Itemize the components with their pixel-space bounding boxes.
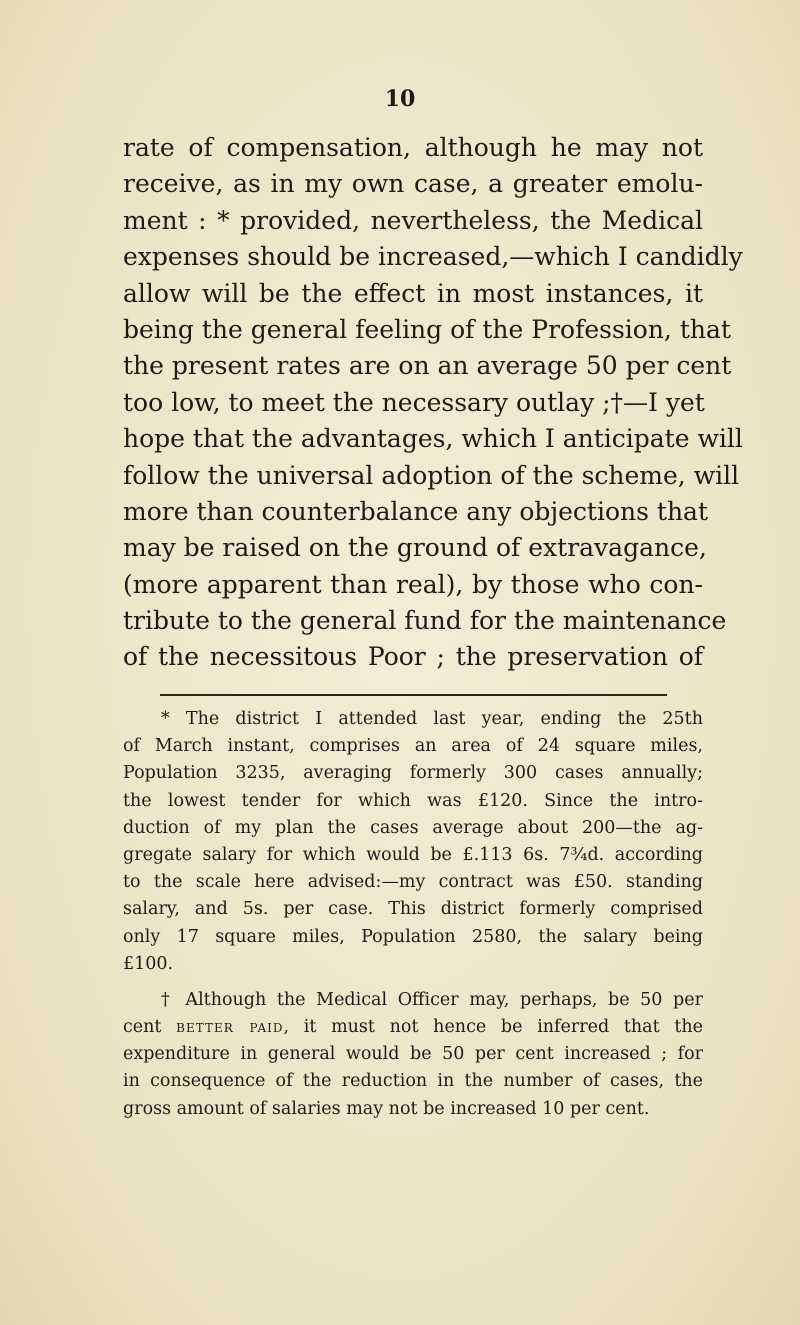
body-line: rate of compensation, although he may not xyxy=(123,133,703,162)
footnote-line: duction of my plan the cases average about 200—the ag- xyxy=(123,817,703,838)
footnote-line xyxy=(123,1014,703,1041)
footnotes xyxy=(123,706,703,1123)
body-line: too low, to meet the necessary outlay ;†—I yet xyxy=(123,387,705,417)
footnote-line: expenditure in general would be 50 per cent increased ; for xyxy=(123,1044,703,1065)
footnote-district xyxy=(123,706,703,978)
body-line: (more apparent than real), by those who con- xyxy=(123,569,703,599)
footnote-divider xyxy=(160,694,667,696)
footnote-line: * The district I attended last year, ending the 25th xyxy=(161,709,703,729)
body-text xyxy=(123,130,743,676)
body-line: follow the universal adoption of the scheme, will xyxy=(123,460,740,490)
body-line: being the general feeling of the Profession, that xyxy=(123,314,731,344)
body-line: ment : * provided, nevertheless, the Medical xyxy=(123,205,703,235)
body-line: of the necessitous Poor ; the preservation of xyxy=(123,642,703,672)
footnote-line: in consequence of the reduction in the number of cases, the xyxy=(123,1071,703,1092)
body-line: allow will be the effect in most instances, it xyxy=(123,278,703,308)
footnote-line: the lowest tender for which was £120. Since the intro- xyxy=(123,790,703,811)
body-line: more than counterbalance any objections that xyxy=(123,496,708,526)
body-line: the present rates are on an average 50 per cent xyxy=(123,351,732,381)
body-line: receive, as in my own case, a greater emolu- xyxy=(123,169,703,199)
footnote-line: only 17 square miles, Population 2580, the salary being xyxy=(123,926,703,947)
footnote-line: † Although the Medical Officer may, perhaps, be 50 per xyxy=(161,989,703,1010)
small-caps-emphasis: better paid xyxy=(176,1017,284,1038)
footnote-text: cent xyxy=(123,1017,177,1038)
footnote-text: , it must not hence be inferred that the xyxy=(283,1017,704,1038)
footnote-line: of March instant, comprises an area of 24 square miles, xyxy=(123,736,703,757)
body-line: hope that the advantages, which I anticipate will xyxy=(123,424,743,454)
footnote-line: gregate salary for which would be £.113 6s. 7¾d. according xyxy=(123,844,703,865)
footnote-line: Population 3235, averaging formerly 300 cases annually; xyxy=(123,763,703,784)
footnote-line: to the scale here advised:—my contract was £50. standing xyxy=(123,872,703,893)
body-line: expenses should be increased,—which I candidly xyxy=(123,242,743,272)
footnote-line: salary, and 5s. per case. This district formerly comprised xyxy=(123,899,703,920)
footnote-medical-officer xyxy=(123,987,703,1123)
footnote-line: gross amount of salaries may not be increased 10 per cent. xyxy=(123,1098,650,1119)
body-line: may be raised on the ground of extravagance, xyxy=(123,533,707,563)
body-line: tribute to the general fund for the maintenance xyxy=(123,606,727,636)
page-number: 10 xyxy=(384,86,416,112)
footnote-line: £100. xyxy=(123,953,174,974)
